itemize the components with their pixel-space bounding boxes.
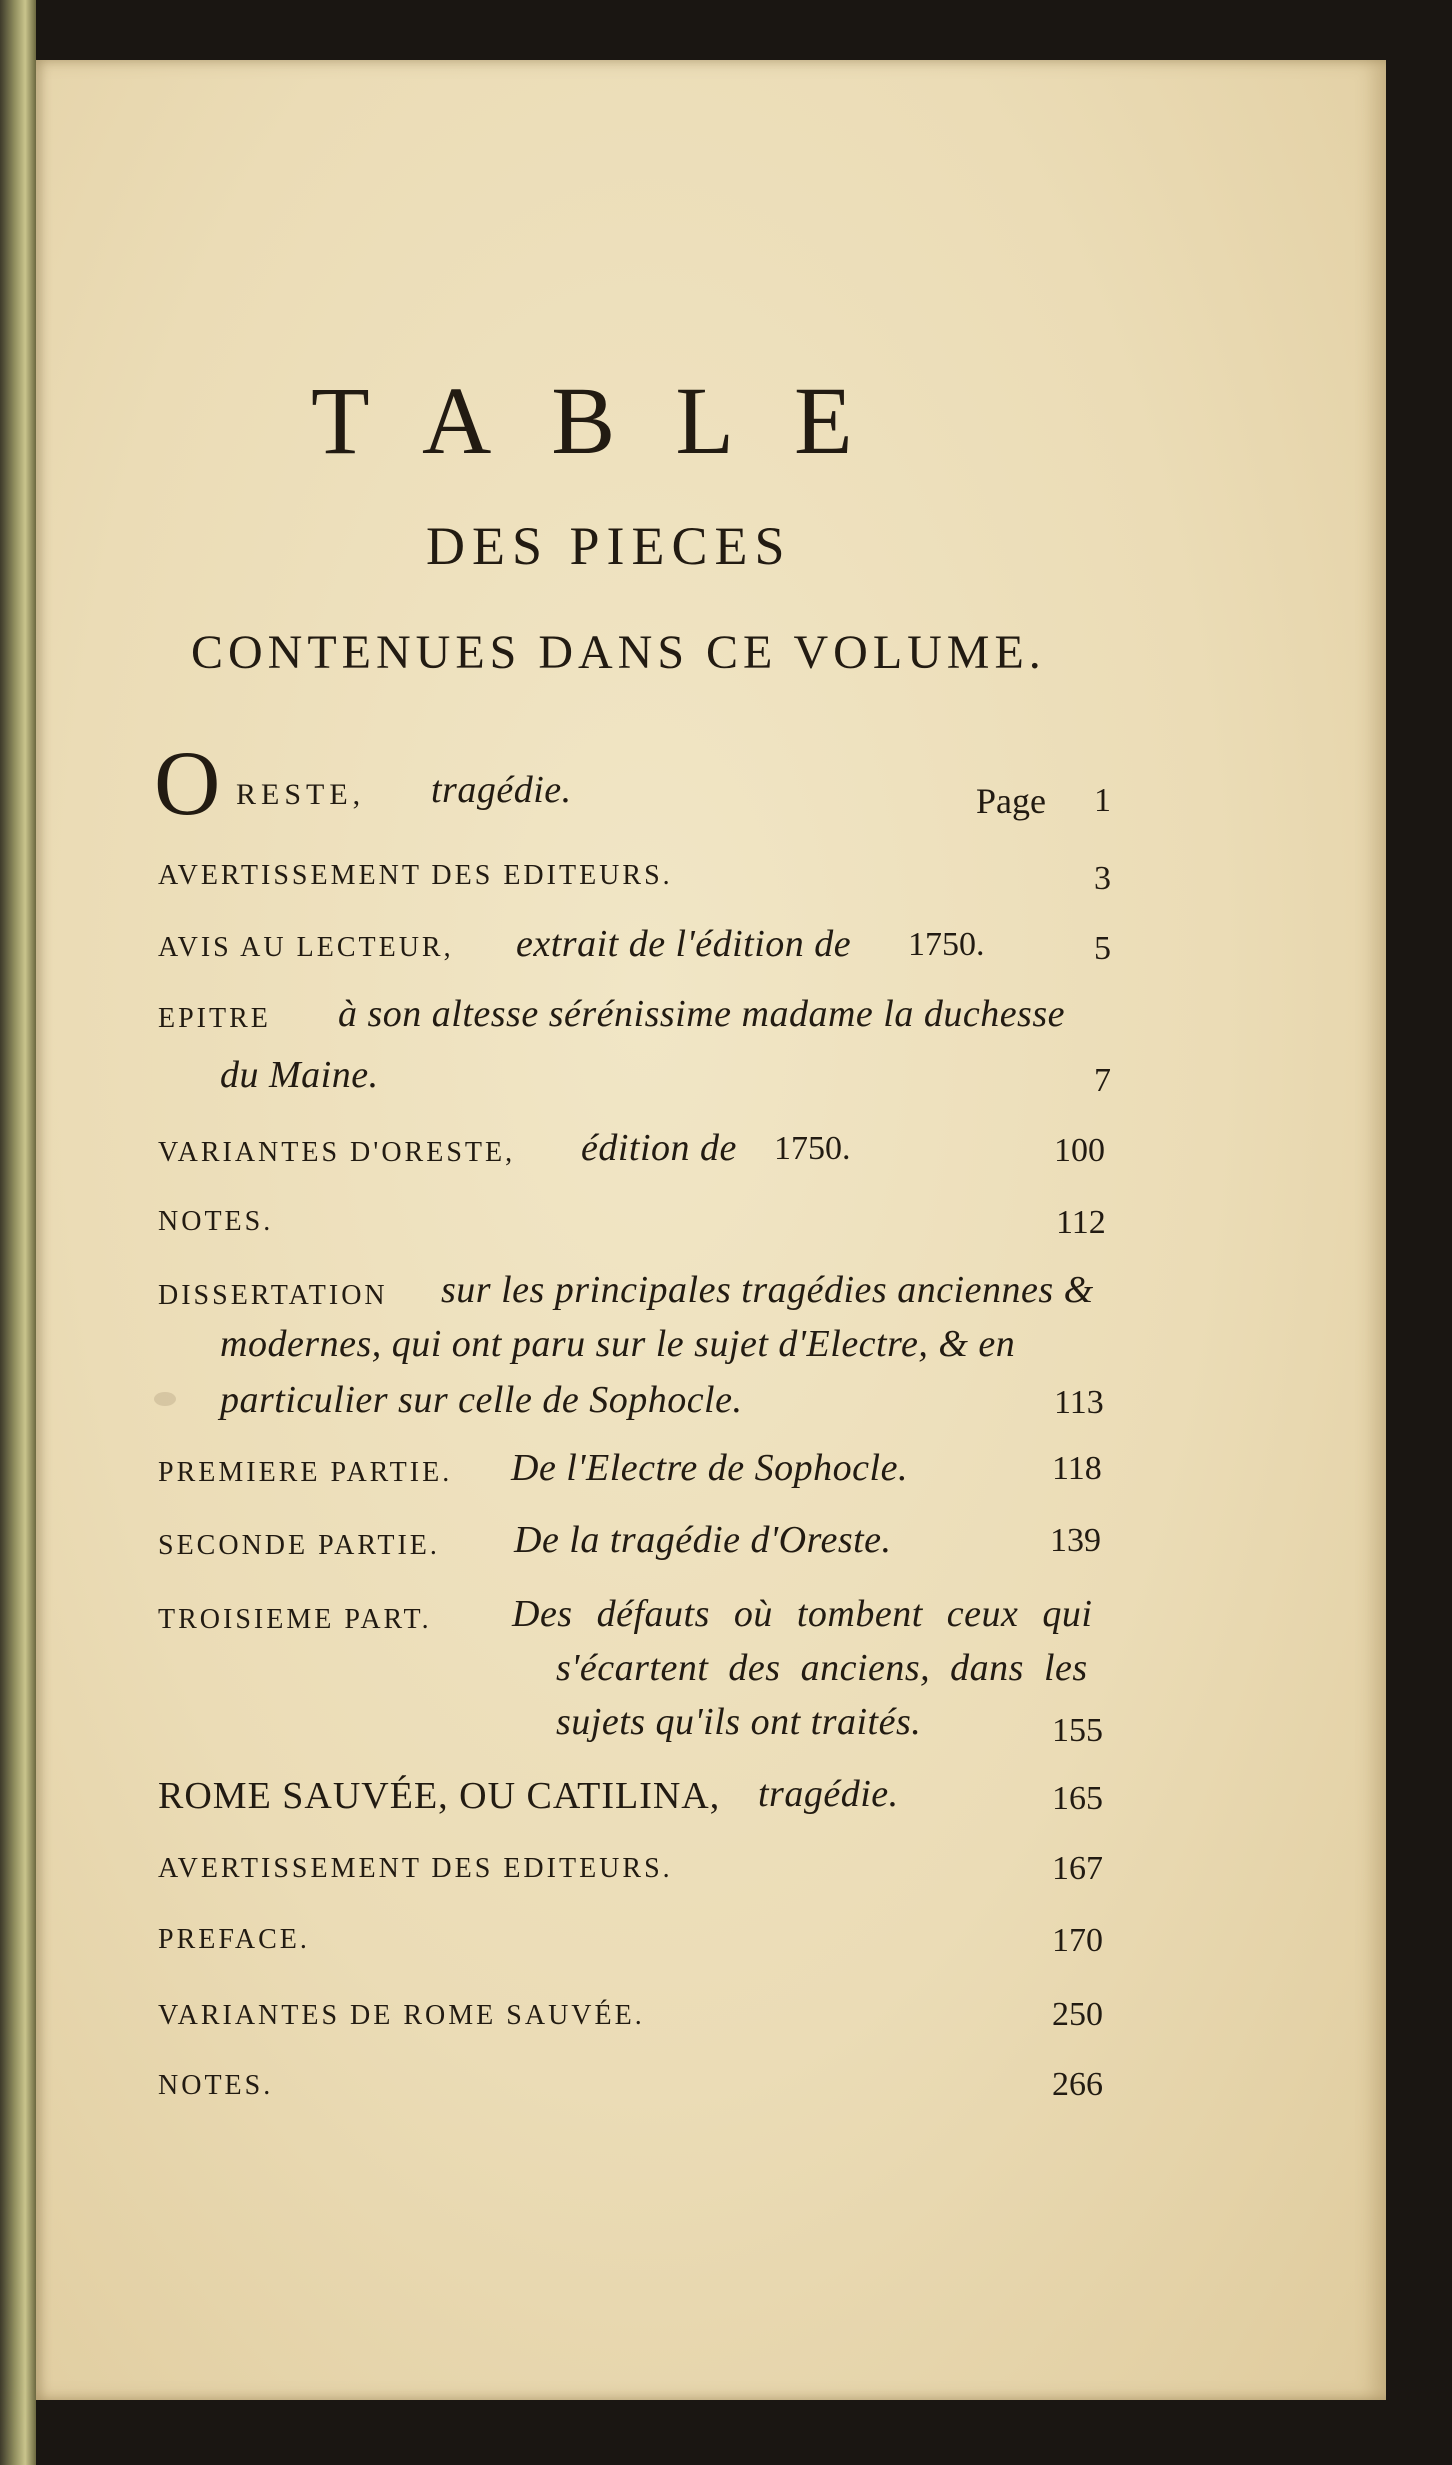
page-number: 139 (1050, 1522, 1101, 1559)
page-label: Page (976, 781, 1046, 821)
page-number: 118 (1052, 1450, 1102, 1487)
entry-subtitle: Des défauts où tombent ceux qui (512, 1593, 1093, 1635)
entry-year: 1750. (774, 1130, 851, 1167)
page-number: 165 (1052, 1780, 1103, 1817)
entry-subtitle: sur les principales tragédies anciennes & (441, 1269, 1094, 1311)
entry-subtitle: à son altesse sérénissime madame la duchesse (338, 993, 1066, 1035)
page-number: 5 (1094, 930, 1111, 967)
entry-title: AVERTISSEMENT DES EDITEURS. (158, 1853, 673, 1884)
page-title: TABLE (311, 367, 913, 474)
page-number: 3 (1094, 860, 1111, 897)
entry-subtitle-line-3: particulier sur celle de Sophocle. (220, 1379, 743, 1421)
entry-subtitle-line-2: du Maine. (220, 1054, 379, 1096)
entry-title: EPITRE (158, 1003, 271, 1034)
page-number: 167 (1052, 1850, 1103, 1887)
book-page (36, 60, 1386, 2400)
entry-title: TROISIEME PART. (158, 1604, 432, 1635)
page-number: 170 (1052, 1922, 1103, 1959)
entry-title: VARIANTES D'ORESTE, (158, 1137, 516, 1168)
page-number: 250 (1052, 1996, 1103, 2033)
entry-title: NOTES. (158, 1206, 274, 1237)
entry-subtitle-line-2: s'écartent des anciens, dans les (556, 1647, 1088, 1689)
page-number: 100 (1054, 1132, 1105, 1169)
page-number: 1 (1094, 782, 1111, 819)
page-number: 266 (1052, 2066, 1103, 2103)
entry-title: PREMIERE PARTIE. (158, 1457, 453, 1488)
entry-subtitle: tragédie. (758, 1773, 899, 1815)
entry-title: NOTES. (158, 2070, 274, 2101)
entry-subtitle-line-2: modernes, qui ont paru sur le sujet d'Electre, & en (220, 1323, 1016, 1365)
entry-title: AVIS AU LECTEUR, (158, 932, 454, 963)
entry-title: AVERTISSEMENT DES EDITEURS. (158, 860, 673, 891)
drop-cap: O (154, 732, 221, 834)
entry-title: SECONDE PARTIE. (158, 1530, 440, 1561)
book-spine (0, 0, 36, 2465)
page-subtitle-2: CONTENUES DANS CE VOLUME. (191, 626, 1046, 679)
entry-subtitle-line-3: sujets qu'ils ont traités. (556, 1701, 922, 1743)
entry-title: VARIANTES DE ROME SAUVÉE. (158, 2000, 645, 2031)
page-number: 113 (1054, 1384, 1104, 1421)
paper-stain-icon (154, 1392, 176, 1406)
entry-subtitle: édition de (581, 1127, 737, 1169)
page-number: 112 (1056, 1204, 1106, 1241)
entry-title: PREFACE. (158, 1924, 310, 1955)
entry-title: DISSERTATION (158, 1280, 388, 1311)
entry-subtitle: De la tragédie d'Oreste. (514, 1519, 892, 1561)
entry-subtitle: tragédie. (431, 769, 572, 811)
entry-year: 1750. (908, 926, 985, 963)
page-number: 155 (1052, 1712, 1103, 1749)
page-subtitle: DES PIECES (426, 516, 792, 576)
entry-title: RESTE, (236, 778, 366, 811)
entry-subtitle: extrait de l'édition de (516, 923, 852, 965)
entry-subtitle: De l'Electre de Sophocle. (511, 1447, 908, 1489)
entry-title: ROME SAUVÉE, OU CATILINA, (158, 1775, 721, 1817)
page-number: 7 (1094, 1062, 1111, 1099)
